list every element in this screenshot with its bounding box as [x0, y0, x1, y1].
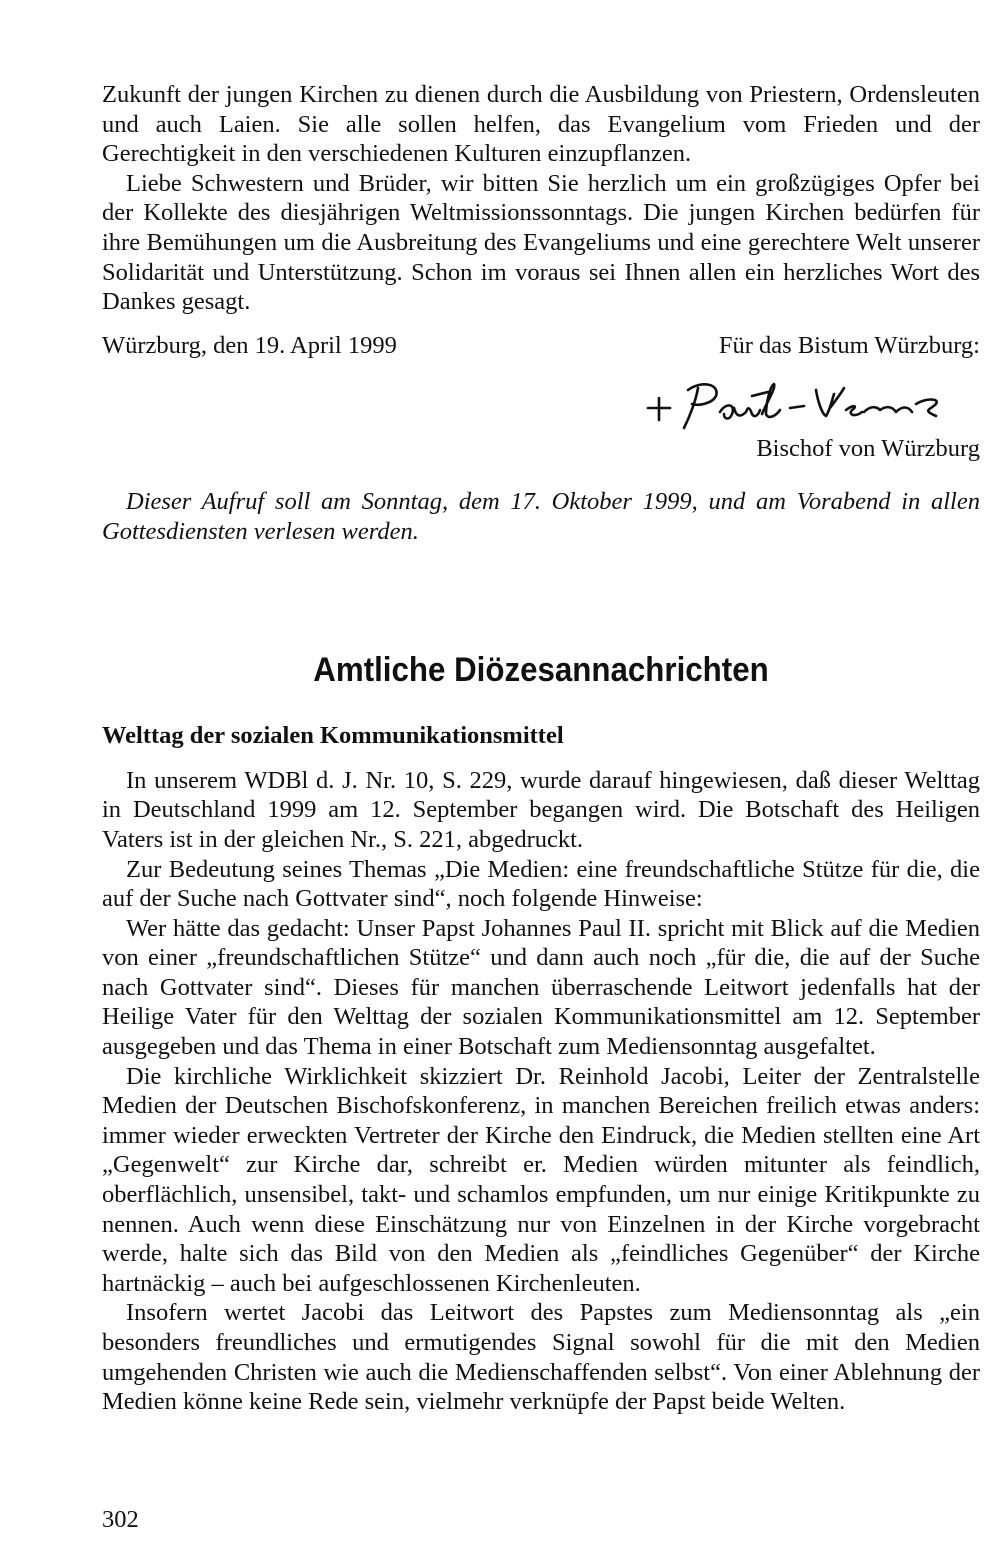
article-paragraph: Die kirchliche Wirklichkeit skizziert Dr. Reinhold Jacobi, Leiter der Zentralstelle Medien der Deutschen Bischofskonferenz, in manchen Bereichen freilich etwas anders: immer wieder erweckten Vertreter der Kirche den Eindruck, die Medien stellten eine Art „Gegenwelt“ zur Kirche dar, schreibt er. Medien würden mitunter als feindlich, oberflächlich, unsensibel, takt- und schamlos empfunden, um nur einige Kritikpunkte zu nennen. Auch wenn diese Einschätzung nur von Einzelnen in der Kirche vorgebracht werde, halte sich das Bild von den Medien als „feindliches Gegenüber“ der Kirche hartnäckig – auch bei aufgeschlossenen Kirchenleuten. — [102, 1062, 980, 1297]
on-behalf-line: Für das Bistum Würzburg: — [718, 331, 980, 359]
place-date: Würzburg, den 19. April 1999 — [102, 331, 397, 359]
section-title: Amtliche Diözesannachrichten — [313, 651, 769, 690]
subheading: Welttag der sozialen Kommunikationsmittel — [102, 722, 564, 750]
dateline — [102, 331, 980, 361]
signatory-title: Bischof von Würzburg — [756, 435, 980, 463]
reading-note: Dieser Aufruf soll am Sonntag, dem 17. Oktober 1999, und am Vorabend in allen Gottesdiensten verlesen werden. — [102, 487, 980, 545]
article-paragraph: Zur Bedeutung seines Themas „Die Medien: eine freundschaftliche Stütze für die, die auf der Suche nach Gottvater sind“, noch folgende Hinweise: — [102, 855, 980, 913]
signature-area — [102, 370, 980, 440]
letter-paragraph-1: Zukunft der jungen Kirchen zu dienen durch die Ausbildung von Priestern, Ordensleuten und auch Laien. Sie alle sollen helfen, das Evangelium vom Frieden und der Gerechtigkeit in den verschiedenen Kulturen einzupflanzen. — [102, 81, 980, 168]
article-paragraph: Wer hätte das gedacht: Unser Papst Johannes Paul II. spricht mit Blick auf die Medien von einer „freundschaftlichen Stütze“ und dann auch noch „für die, die auf der Suche nach Gottvater sind“. Dieses für manchen überraschende Leitwort jedenfalls hat der Heilige Vater für den Welttag der sozialen Kommunikationsmittel am 12. September ausgegeben und das Thema in einer Botschaft zum Mediensonntag ausgefaltet. — [102, 914, 980, 1061]
article-body — [102, 766, 980, 1417]
article-paragraph: In unserem WDBl d. J. Nr. 10, S. 229, wurde darauf hingewiesen, daß dieser Welttag in Deutschland 1999 am 12. September begangen wird. Die Botschaft des Heiligen Vaters ist in der gleichen Nr., S. 221, abgedruckt. — [102, 766, 980, 853]
document-page — [102, 80, 980, 1417]
letter-paragraph-2: Liebe Schwestern und Brüder, wir bitten Sie herzlich um ein großzügiges Opfer bei der Kollekte des diesjährigen Weltmissionssonntags. Die jungen Kirchen bedürfen für ihre Bemühungen um die Ausbreitung des Evangeliums und eine gerechtere Welt unserer Solidarität und Unterstützung. Schon im voraus sei Ihnen allen ein herzliches Wort des Dankes gesagt. — [102, 169, 980, 316]
article-paragraph: Insofern wertet Jacobi das Leitwort des Papstes zum Mediensonntag als „ein besonders freundliches und ermutigendes Signal sowohl für die mit den Medien umgehenden Christen wie auch die Medienschaffenden selbst“. Von einer Ablehnung der Medien könne keine Rede sein, vielmehr verknüpfe der Papst beide Welten. — [102, 1299, 980, 1416]
page-number: 302 — [102, 1506, 139, 1533]
handwritten-signature — [640, 370, 980, 440]
